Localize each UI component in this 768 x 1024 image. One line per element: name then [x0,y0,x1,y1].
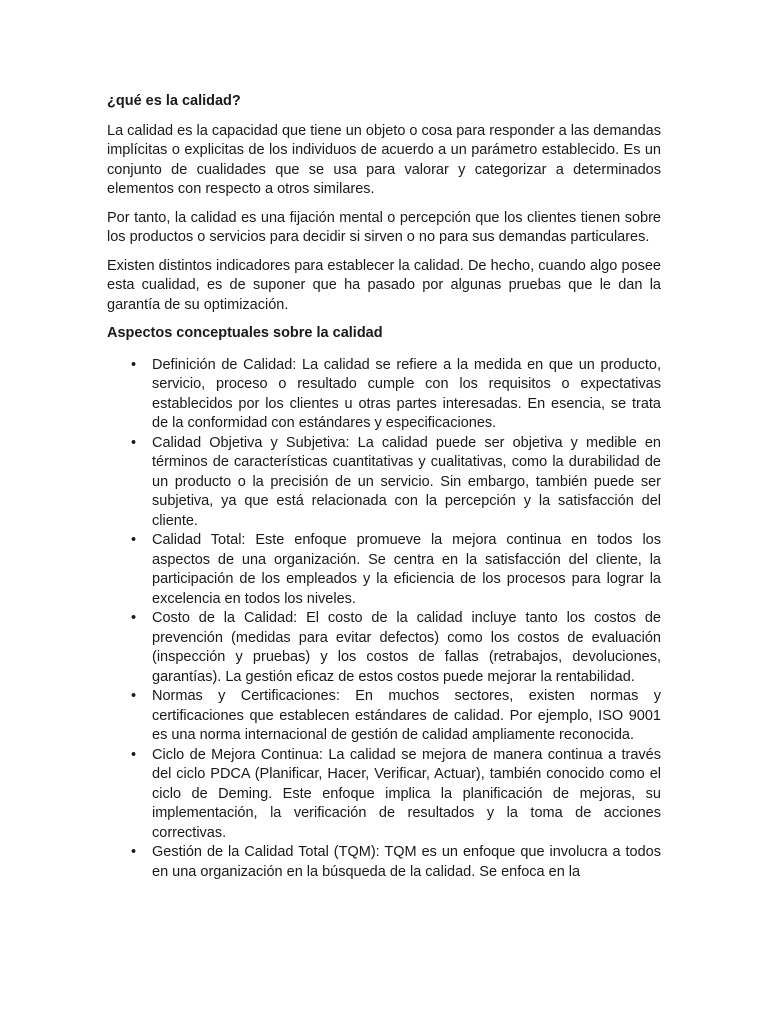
list-item [131,434,661,532]
list-item-text: Calidad Objetiva y Subjetiva: La calidad puede ser objetiva y medible en términos de características cuantitativas y cualitativas, como la durabilidad de un producto o la precisión de un servicio. Sin embargo, también puede ser subjetiva, ya que está relacionada con la percepción y la satisfacción del cliente. [152,434,661,529]
paragraph-indicators: Existen distintos indicadores para establecer la calidad. De hecho, cuando algo posee esta cualidad, es de suponer que ha pasado por algunas pruebas que le dan la garantía de su optimización. [107,257,661,313]
list-item [131,843,661,882]
bullet-icon: • [131,746,137,763]
bullet-icon: • [131,434,137,451]
list-item-text: Calidad Total: Este enfoque promueve la mejora continua en todos los aspectos de una organización. Se centra en la satisfacción del cliente, la participación de los empleados y la eficiencia de los procesos para lograr la excelencia en todos los niveles. [152,532,661,607]
list-item [131,746,661,844]
paragraph-definition: La calidad es la capacidad que tiene un objeto o cosa para responder a las demandas implícitas o explicitas de los individuos de acuerdo a un parámetro establecido. Es un conjunto de cualidades que se usa para valorar y categorizar a determinados elementos con respecto a otros similares. [107,122,661,197]
list-item-text: Normas y Certificaciones: En muchos sectores, existen normas y certificaciones que establecen estándares de calidad. Por ejemplo, ISO 9001 es una norma internacional de gestión de calidad ampliamente reconocida. [152,688,661,743]
concepts-list [107,356,661,883]
list-item [131,609,661,687]
list-item-text: Costo de la Calidad: El costo de la calidad incluye tanto los costos de prevención (medidas para evitar defectos) como los costos de evaluación (inspección y pruebas) y los costos de fallas (retrabajos, devoluciones, garantías). La gestión eficaz de estos costos puede mejorar la rentabilidad. [152,610,661,685]
bullet-icon: • [131,844,137,860]
bullet-icon: • [131,532,137,548]
list-item-text: Gestión de la Calidad Total (TQM): TQM es un enfoque que involucra a todos en una organización en la búsqueda de la calidad. Se enfoca en la [152,844,661,880]
section-title: Aspectos conceptuales sobre la calidad [107,325,383,341]
list-item-text: Ciclo de Mejora Continua: La calidad se mejora de manera continua a través del ciclo PDCA (Planificar, Hacer, Verificar, Actuar), también conocido como el ciclo de Deming. Este enfoque implica la planificación de mejoras, su implementación, la verificación de resultados y la toma de acciones correctivas. [152,746,661,841]
document-title: ¿qué es la calidad? [107,93,241,109]
bullet-icon: • [131,610,137,626]
list-item [131,356,661,434]
list-item-text: Definición de Calidad: La calidad se refiere a la medida en que un producto, servicio, proceso o resultado cumple con los requisitos o expectativas establecidos por los clientes u otras partes interesadas. En esencia, se trata de la conformidad con estándares y especificaciones. [152,356,661,431]
bullet-icon: • [131,688,137,704]
bullet-icon: • [131,356,137,373]
list-item [131,687,661,746]
list-item [131,531,661,609]
paragraph-perception: Por tanto, la calidad es una fijación mental o percepción que los clientes tienen sobre los productos o servicios para decidir si sirven o no para sus demandas particulares. [107,209,661,245]
